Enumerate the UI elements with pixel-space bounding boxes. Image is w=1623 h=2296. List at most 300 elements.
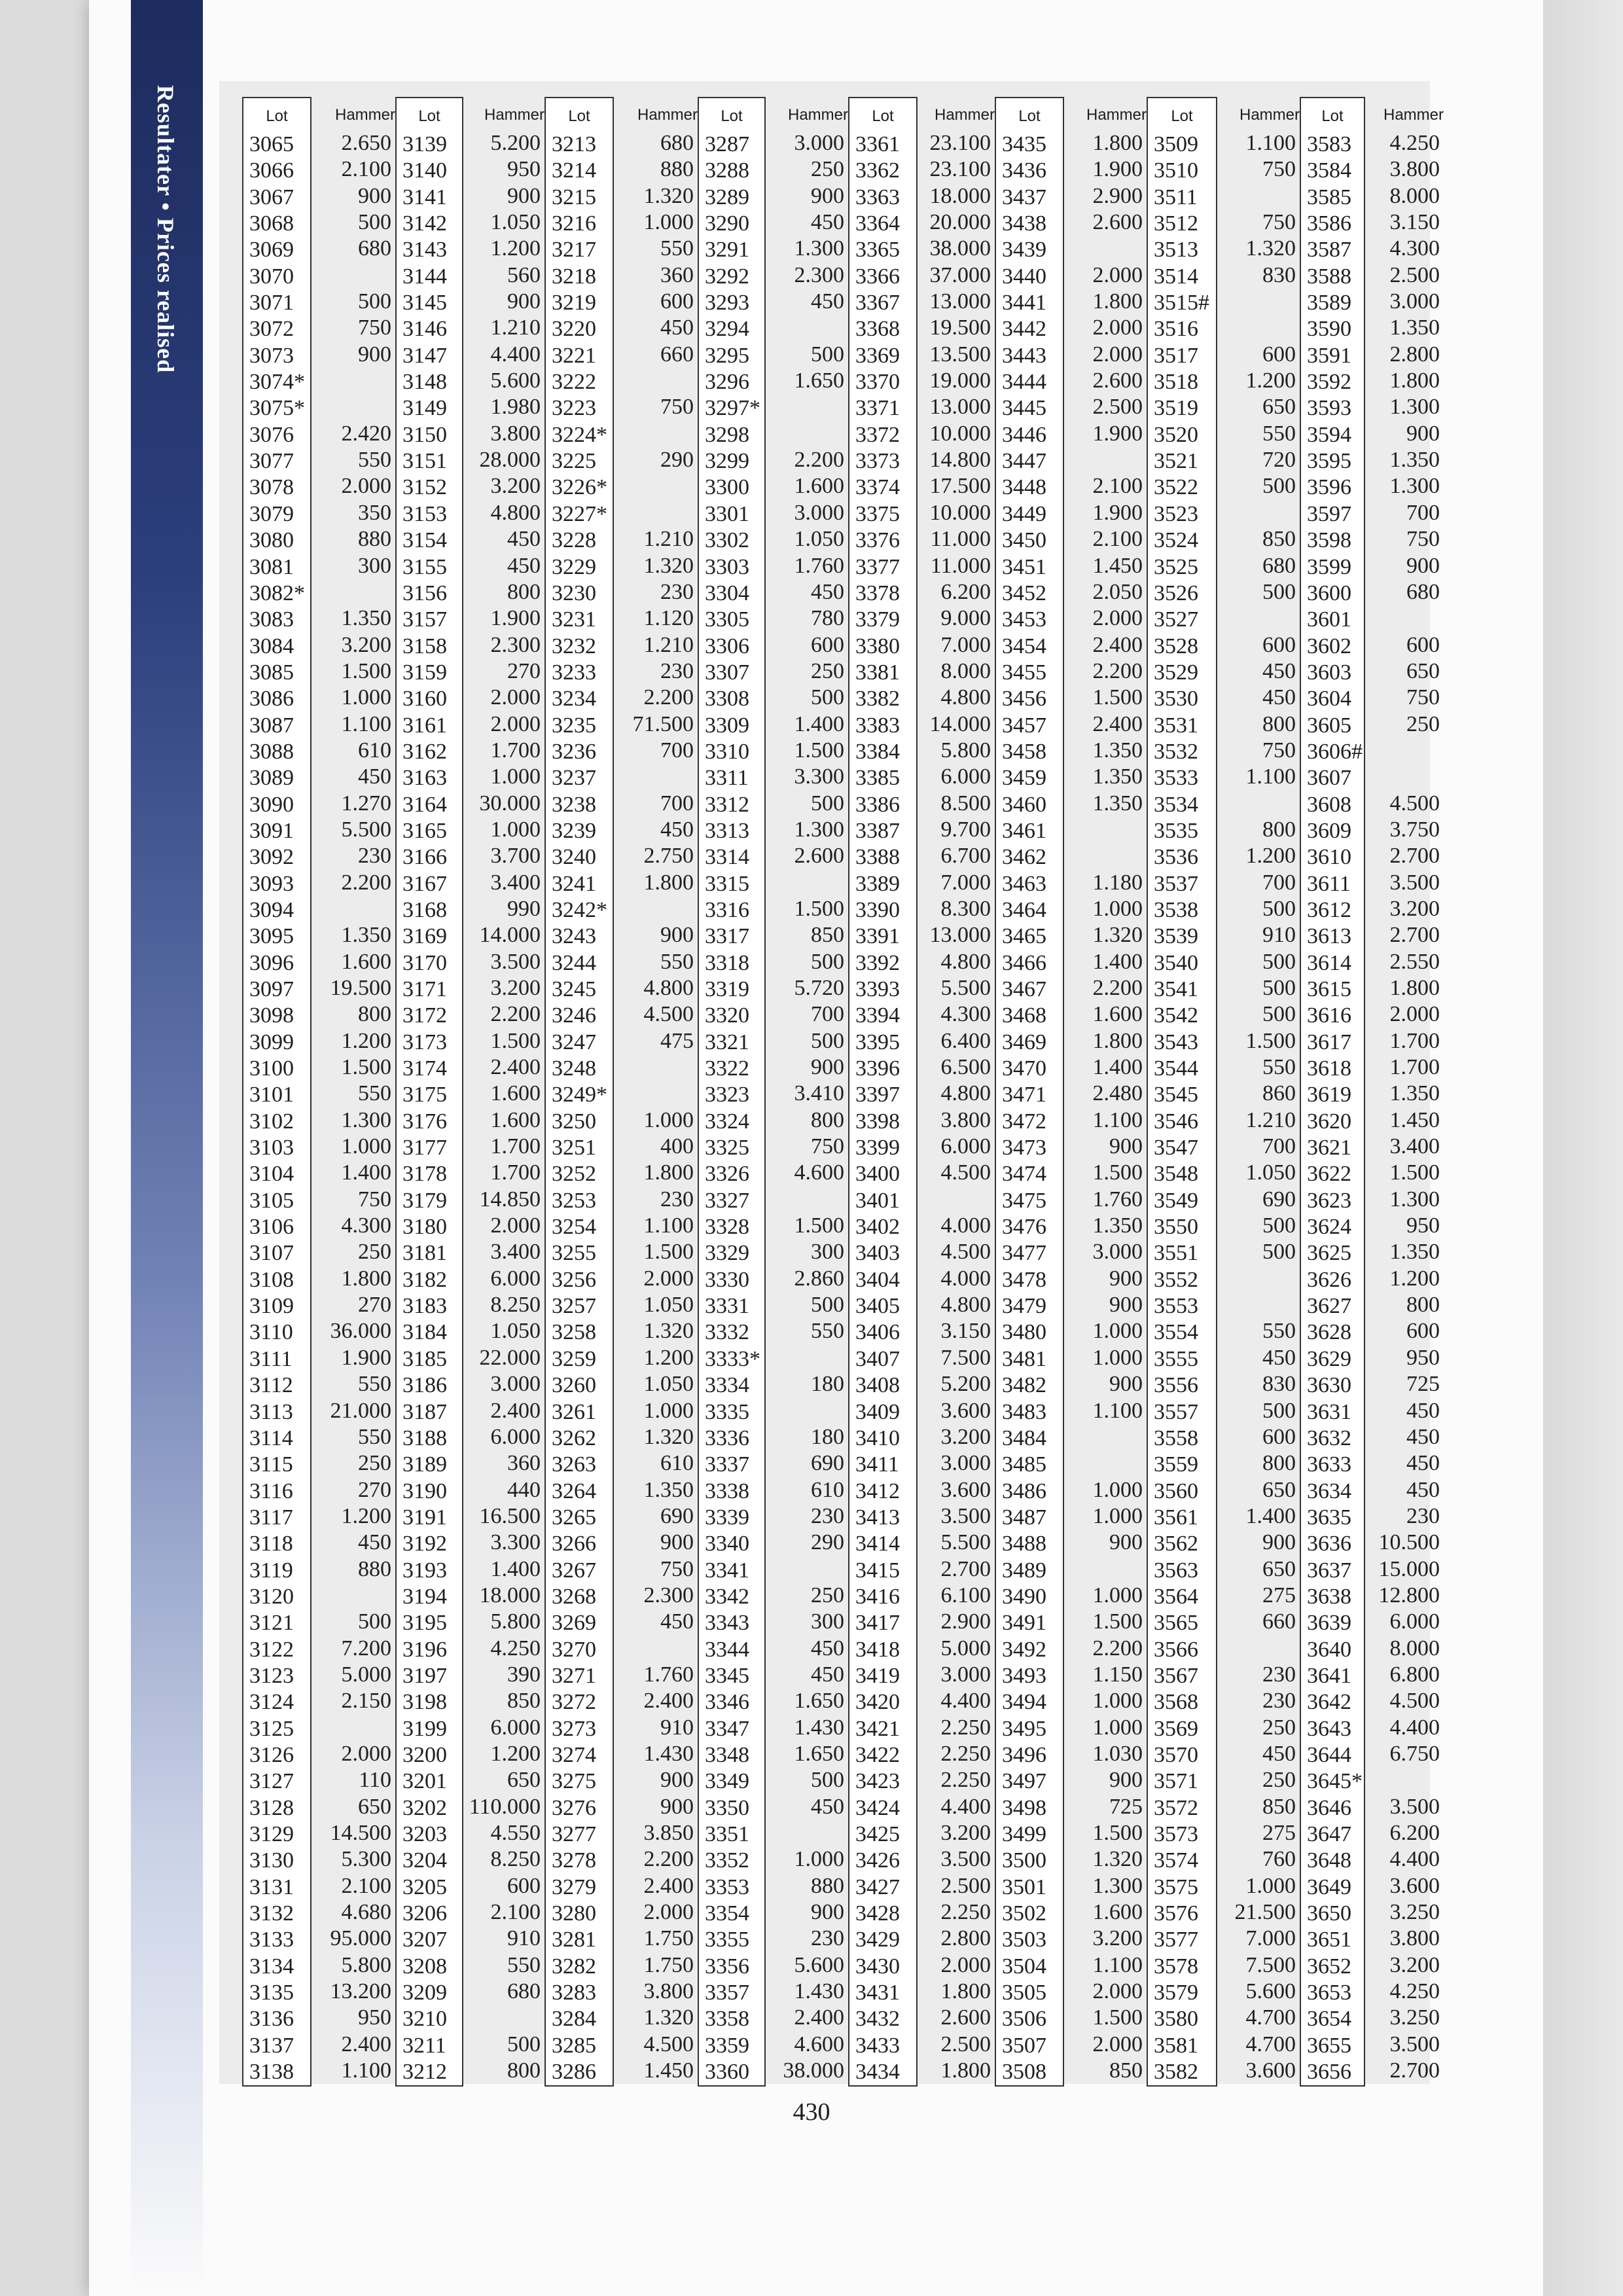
hammer-price: 2.800 — [940, 1926, 991, 1951]
lot-number: 3070 — [249, 264, 294, 289]
lot-number: 3568 — [1154, 1690, 1198, 1715]
hammer-price: 800 — [811, 1107, 844, 1132]
hammer-price — [766, 870, 848, 896]
lot-number: 3466 — [1002, 950, 1046, 975]
lot-number: 3261 — [552, 1399, 596, 1424]
lot-number: 3135 — [249, 1981, 294, 2005]
hammer-price: 3.200 — [490, 976, 541, 1000]
lot-number: 3391 — [855, 924, 900, 949]
hammer-price: 1.350 — [1389, 315, 1440, 340]
hammer-price: 1.430 — [643, 1741, 694, 1766]
lot-number: 3434 — [855, 2060, 900, 2085]
hammer-price: 230 — [1262, 1662, 1296, 1687]
hammer-price: 850 — [1262, 1794, 1296, 1819]
hammer-price: 5.800 — [341, 1952, 391, 1977]
hammer-price: 1.300 — [1389, 1187, 1440, 1211]
hammer-price: 1.000 — [1092, 1345, 1143, 1370]
lot-number: 3397 — [855, 1083, 900, 1107]
lot-number: 3164 — [402, 792, 447, 817]
hammer-price: 2.000 — [1389, 1002, 1440, 1027]
lot-number: 3145 — [402, 291, 447, 315]
lot-number: 3420 — [855, 1690, 900, 1715]
lot-number: 3388 — [855, 845, 900, 870]
hammer-price: 8.000 — [1389, 183, 1440, 208]
hammer-price: 2.000 — [643, 1266, 694, 1291]
hammer-price: 16.500 — [479, 1503, 541, 1528]
lot-column — [242, 97, 312, 2087]
lot-number: 3378 — [855, 581, 900, 605]
lot-number: 3644 — [1307, 1742, 1351, 1767]
lot-number: 3404 — [855, 1267, 900, 1292]
lot-number: 3398 — [855, 1109, 900, 1134]
hammer-price: 180 — [811, 1424, 844, 1449]
hammer-price: 1.100 — [341, 711, 391, 736]
lot-number: 3101 — [249, 1083, 294, 1107]
lot-number: 3433 — [855, 2033, 900, 2058]
lot-number: 3077 — [249, 449, 294, 474]
hammer-price: 5.800 — [940, 738, 991, 762]
hammer-price: 1.100 — [341, 2058, 391, 2083]
lot-number: 3627 — [1307, 1294, 1351, 1319]
hammer-price: 4.680 — [341, 1900, 391, 1925]
hammer-price: 5.720 — [794, 976, 844, 1000]
hammer-price: 1.000 — [1092, 1477, 1143, 1502]
lot-number: 3314 — [705, 845, 749, 870]
lot-number: 3618 — [1307, 1056, 1351, 1081]
hammer-price: 2.550 — [1389, 949, 1440, 974]
hammer-price: 500 — [1262, 896, 1296, 921]
hammer-price: 750 — [1262, 210, 1296, 235]
hammer-price: 450 — [811, 1794, 844, 1819]
hammer-price: 720 — [1262, 448, 1296, 473]
hammer-price: 1.350 — [341, 923, 391, 948]
hammer-price: 5.500 — [940, 1530, 991, 1555]
hammer-price: 230 — [358, 844, 391, 869]
lot-number: 3418 — [855, 1637, 900, 1662]
hammer-price: 13.000 — [929, 289, 991, 314]
hammer-price: 550 — [811, 1319, 844, 1344]
hammer-price — [614, 1081, 698, 1107]
hammer-price: 390 — [507, 1662, 541, 1687]
lot-number: 3331 — [705, 1294, 749, 1319]
lot-number: 3112 — [249, 1373, 293, 1398]
hammer-price: 800 — [507, 2058, 541, 2083]
hammer-price: 2.000 — [1092, 2032, 1143, 2056]
lot-number: 3205 — [402, 1874, 447, 1899]
lot-header: Lot — [418, 107, 440, 125]
lot-number: 3601 — [1307, 607, 1351, 632]
hammer-price: 800 — [1262, 711, 1296, 736]
hammer-price: 4.500 — [1389, 1689, 1440, 1713]
hammer-price: 4.550 — [490, 1821, 541, 1845]
hammer-price: 3.500 — [490, 949, 541, 974]
lot-number: 3251 — [552, 1136, 596, 1160]
hammer-price: 2.250 — [940, 1741, 991, 1766]
lot-number: 3649 — [1307, 1874, 1351, 1899]
hammer-price: 900 — [1109, 1530, 1143, 1555]
lot-number: 3138 — [249, 2060, 294, 2085]
hammer-price: 1.200 — [1245, 844, 1296, 869]
lot-number: 3173 — [402, 1030, 447, 1054]
lot-number: 3412 — [855, 1479, 900, 1503]
lot-number: 3438 — [1002, 211, 1046, 236]
lot-number: 3405 — [855, 1294, 900, 1319]
lot-number: 3645* — [1307, 1769, 1363, 1794]
hammer-price: 1.000 — [341, 1134, 391, 1159]
hammer-price: 6.700 — [940, 844, 991, 869]
lot-number: 3159 — [402, 660, 447, 685]
lot-number: 3421 — [855, 1716, 900, 1741]
hammer-price: 475 — [660, 1028, 694, 1053]
hammer-price: 360 — [507, 1451, 541, 1476]
hammer-price: 3.800 — [490, 421, 541, 446]
hammer-price: 910 — [507, 1926, 541, 1951]
lot-number: 3384 — [855, 739, 900, 764]
hammer-price: 300 — [811, 1609, 844, 1634]
lot-number: 3272 — [552, 1690, 596, 1715]
hammer-price: 1.900 — [490, 606, 541, 631]
hammer-price: 3.600 — [940, 1477, 991, 1502]
lot-number: 3269 — [552, 1611, 596, 1636]
hammer-price: 450 — [1262, 685, 1296, 710]
hammer-price: 2.600 — [794, 844, 844, 869]
hammer-price: 1.180 — [1092, 870, 1143, 895]
hammer-price: 1.030 — [1092, 1741, 1143, 1766]
lot-number: 3623 — [1307, 1188, 1351, 1213]
hammer-price: 2.200 — [1092, 976, 1143, 1000]
hammer-price: 450 — [507, 527, 541, 552]
hammer-header: Hammer — [1383, 106, 1444, 124]
hammer-price: 450 — [660, 817, 694, 842]
hammer-price — [1217, 500, 1300, 526]
hammer-price: 2.400 — [794, 2005, 844, 2030]
hammer-price: 1.350 — [341, 606, 391, 631]
lot-number: 3475 — [1002, 1188, 1046, 1213]
lot-number: 3607 — [1307, 766, 1351, 791]
lot-number: 3538 — [1154, 897, 1198, 922]
hammer-price: 3.400 — [1389, 1134, 1440, 1159]
lot-number: 3160 — [402, 687, 447, 711]
hammer-price: 900 — [660, 923, 694, 948]
lot-number: 3560 — [1154, 1479, 1198, 1503]
hammer-price: 3.150 — [940, 1319, 991, 1344]
lot-number: 3451 — [1002, 554, 1046, 579]
hammer-price — [614, 421, 698, 447]
hammer-price: 2.100 — [1092, 527, 1143, 552]
hammer-price: 1.400 — [794, 711, 844, 736]
hammer-price: 36.000 — [330, 1319, 391, 1344]
lot-number: 3462 — [1002, 845, 1046, 870]
hammer-price — [1365, 764, 1444, 790]
hammer-price: 13.200 — [330, 1979, 391, 2004]
hammer-price — [1064, 1556, 1147, 1583]
lot-number: 3270 — [552, 1637, 596, 1662]
hammer-price: 1.050 — [643, 1372, 694, 1397]
lot-header: Lot — [872, 107, 894, 125]
lot-number: 3189 — [402, 1452, 447, 1477]
hammer-price: 3.000 — [940, 1662, 991, 1687]
hammer-price: 1.500 — [341, 1055, 391, 1080]
lot-number: 3188 — [402, 1426, 447, 1450]
hammer-price: 3.200 — [940, 1424, 991, 1449]
hammer-price: 2.250 — [940, 1715, 991, 1740]
hammer-price: 2.700 — [1389, 2058, 1440, 2083]
lot-header: Lot — [721, 107, 743, 125]
lot-number: 3225 — [552, 449, 596, 474]
hammer-price: 2.000 — [490, 1213, 541, 1238]
hammer-price: 680 — [358, 236, 391, 261]
hammer-price: 4.800 — [490, 500, 541, 525]
hammer-price: 900 — [1109, 1293, 1143, 1318]
hammer-price: 1.400 — [1092, 1055, 1143, 1080]
lot-number: 3590 — [1307, 317, 1351, 342]
hammer-price: 1.000 — [794, 1847, 844, 1872]
hammer-price: 3.250 — [1389, 2005, 1440, 2030]
lot-number: 3441 — [1002, 291, 1046, 315]
lot-number: 3151 — [402, 449, 447, 474]
hammer-header: Hammer — [484, 106, 544, 124]
hammer-price: 2.100 — [490, 1900, 541, 1925]
hammer-price: 1.800 — [643, 870, 694, 895]
hammer-price: 450 — [358, 1530, 391, 1555]
lot-number: 3416 — [855, 1584, 900, 1609]
hammer-price: 7.000 — [1245, 1926, 1296, 1951]
hammer-price: 900 — [1109, 1134, 1143, 1159]
lot-number: 3247 — [552, 1030, 596, 1054]
lot-number: 3442 — [1002, 317, 1046, 342]
lot-number: 3322 — [705, 1056, 749, 1081]
lot-number: 3232 — [552, 634, 596, 658]
hammer-price: 1.400 — [341, 1160, 391, 1185]
lot-header: Lot — [1321, 107, 1344, 125]
lot-number: 3266 — [552, 1532, 596, 1556]
hammer-price: 230 — [811, 1503, 844, 1528]
hammer-price: 2.300 — [490, 632, 541, 657]
lot-number: 3282 — [552, 1954, 596, 1979]
hammer-price: 3.000 — [1389, 289, 1440, 314]
hammer-price: 270 — [507, 658, 541, 683]
hammer-price: 4.300 — [940, 1002, 991, 1027]
lot-number: 3413 — [855, 1505, 900, 1530]
hammer-price: 5.200 — [490, 131, 541, 155]
hammer-price — [312, 368, 395, 394]
lot-number: 3259 — [552, 1346, 596, 1371]
lot-number: 3469 — [1002, 1030, 1046, 1054]
hammer-price: 900 — [811, 1900, 844, 1925]
lot-number: 3357 — [705, 1981, 749, 2005]
hammer-price: 2.100 — [1092, 474, 1143, 499]
hammer-price: 1.500 — [1092, 2005, 1143, 2030]
hammer-price: 1.000 — [1245, 1873, 1296, 1898]
lot-number: 3430 — [855, 1954, 900, 1979]
hammer-price: 230 — [660, 1187, 694, 1211]
lot-number: 3484 — [1002, 1426, 1046, 1450]
lot-number: 3585 — [1307, 185, 1351, 209]
hammer-price: 1.300 — [1389, 474, 1440, 499]
hammer-price — [1217, 791, 1300, 817]
lot-number: 3335 — [705, 1399, 749, 1424]
lot-number: 3556 — [1154, 1373, 1198, 1398]
lot-header: Lot — [1018, 107, 1041, 125]
lot-number: 3586 — [1307, 211, 1351, 236]
lot-number: 3102 — [249, 1109, 294, 1134]
lot-number: 3224* — [552, 422, 607, 447]
lot-number: 3483 — [1002, 1399, 1046, 1424]
hammer-price — [1217, 1636, 1300, 1662]
hammer-price: 1.500 — [1245, 1028, 1296, 1053]
lot-number: 3608 — [1307, 792, 1351, 817]
hammer-price: 3.200 — [940, 1821, 991, 1845]
lot-number: 3106 — [249, 1215, 294, 1240]
hammer-price: 1.650 — [794, 1741, 844, 1766]
lot-number: 3637 — [1307, 1558, 1351, 1583]
lot-number: 3080 — [249, 528, 294, 553]
hammer-price: 800 — [358, 1002, 391, 1027]
hammer-price: 600 — [660, 289, 694, 314]
lot-number: 3263 — [552, 1452, 596, 1477]
hammer-price: 1.300 — [794, 236, 844, 261]
hammer-price: 19.000 — [929, 368, 991, 393]
lot-number: 3105 — [249, 1188, 294, 1213]
hammer-price: 250 — [1406, 711, 1440, 736]
hammer-price — [614, 896, 698, 922]
lot-number: 3492 — [1002, 1637, 1046, 1662]
hammer-price: 11.000 — [930, 553, 991, 578]
lot-number: 3485 — [1002, 1452, 1046, 1477]
lot-number: 3206 — [402, 1901, 447, 1926]
lot-number: 3435 — [1002, 132, 1046, 156]
hammer-price: 6.000 — [490, 1715, 541, 1740]
hammer-price — [614, 1636, 698, 1662]
lot-number: 3587 — [1307, 238, 1351, 262]
lot-number: 3162 — [402, 739, 447, 764]
lot-number: 3345 — [705, 1663, 749, 1688]
lot-number: 3130 — [249, 1848, 294, 1873]
lot-number: 3347 — [705, 1716, 749, 1741]
hammer-price: 1.700 — [1389, 1055, 1440, 1080]
lot-number: 3632 — [1307, 1426, 1351, 1450]
hammer-price: 28.000 — [479, 448, 541, 473]
lot-number: 3132 — [249, 1901, 294, 1926]
lot-number: 3182 — [402, 1267, 447, 1292]
hammer-price: 1.750 — [643, 1952, 694, 1977]
lot-number: 3239 — [552, 818, 596, 843]
lot-number: 3198 — [402, 1690, 447, 1715]
page-edge — [1543, 0, 1623, 2296]
hammer-price: 610 — [358, 738, 391, 762]
hammer-price: 2.300 — [643, 1583, 694, 1607]
lot-number: 3082* — [249, 581, 305, 605]
lot-number: 3402 — [855, 1215, 900, 1240]
hammer-price: 5.300 — [341, 1847, 391, 1872]
lot-number: 3148 — [402, 370, 447, 395]
hammer-price: 1.050 — [490, 1319, 541, 1344]
lot-number: 3352 — [705, 1848, 749, 1873]
lot-number: 3353 — [705, 1874, 749, 1899]
hammer-price: 600 — [507, 1873, 541, 1898]
hammer-price: 230 — [1406, 1503, 1440, 1528]
lot-number: 3197 — [402, 1663, 447, 1688]
lot-number: 3500 — [1002, 1848, 1046, 1873]
hammer-price: 450 — [811, 1662, 844, 1687]
lot-number: 3168 — [402, 897, 447, 922]
lot-number: 3457 — [1002, 713, 1046, 738]
hammer-price: 1.500 — [794, 738, 844, 762]
lot-number: 3284 — [552, 2007, 596, 2032]
lot-number: 3578 — [1154, 1954, 1198, 1979]
hammer-price — [1365, 738, 1444, 764]
lot-number: 3474 — [1002, 1162, 1046, 1187]
hammer-price: 6.100 — [940, 1583, 991, 1607]
lot-number: 3403 — [855, 1241, 900, 1266]
hammer-price: 18.000 — [479, 1583, 541, 1607]
lot-number: 3372 — [855, 422, 900, 447]
lot-number: 3351 — [705, 1822, 749, 1846]
hammer-price: 1.350 — [1092, 1213, 1143, 1238]
hammer-price: 450 — [660, 1609, 694, 1634]
lot-number: 3513 — [1154, 238, 1198, 262]
lot-number: 3619 — [1307, 1083, 1351, 1107]
lot-number: 3211 — [402, 2033, 446, 2058]
lot-number: 3233 — [552, 660, 596, 685]
lot-number: 3452 — [1002, 581, 1046, 605]
hammer-price: 600 — [1262, 1424, 1296, 1449]
lot-number: 3456 — [1002, 687, 1046, 711]
lot-number: 3496 — [1002, 1742, 1046, 1767]
hammer-price: 6.200 — [940, 579, 991, 604]
hammer-price: 1.300 — [1092, 1873, 1143, 1898]
lot-number: 3544 — [1154, 1056, 1198, 1081]
hammer-price — [1217, 605, 1300, 632]
hammer-price: 1.700 — [490, 1134, 541, 1159]
lot-number: 3400 — [855, 1162, 900, 1187]
lot-number: 3153 — [402, 501, 447, 526]
hammer-price: 7.200 — [341, 1636, 391, 1660]
lot-number: 3299 — [705, 449, 749, 474]
hammer-price: 5.600 — [794, 1952, 844, 1977]
lot-number: 3595 — [1307, 449, 1351, 474]
hammer-price: 4.800 — [940, 1293, 991, 1318]
lot-number: 3291 — [705, 238, 749, 262]
lot-number: 3301 — [705, 501, 749, 526]
lot-number: 3108 — [249, 1267, 294, 1292]
hammer-price: 17.500 — [929, 474, 991, 499]
lot-number: 3088 — [249, 739, 294, 764]
lot-number: 3526 — [1154, 581, 1198, 605]
hammer-price: 450 — [811, 289, 844, 314]
hammer-price: 3.750 — [1389, 817, 1440, 842]
hammer-price — [766, 394, 848, 420]
lot-number: 3407 — [855, 1346, 900, 1371]
lot-number: 3292 — [705, 264, 749, 289]
lot-number: 3639 — [1307, 1611, 1351, 1636]
lot-number: 3274 — [552, 1742, 596, 1767]
hammer-price — [766, 1820, 848, 1846]
lot-number: 3174 — [402, 1056, 447, 1081]
hammer-price: 550 — [1262, 421, 1296, 446]
lot-number: 3354 — [705, 1901, 749, 1926]
hammer-price: 3.400 — [490, 870, 541, 895]
hammer-price: 14.000 — [479, 923, 541, 948]
lot-number: 3095 — [249, 924, 294, 949]
lot-number: 3183 — [402, 1294, 447, 1319]
hammer-price: 2.200 — [1092, 658, 1143, 683]
hammer-price: 4.800 — [940, 685, 991, 710]
lot-number: 3346 — [705, 1690, 749, 1715]
hammer-price: 760 — [1262, 1847, 1296, 1872]
hammer-price: 3.000 — [794, 500, 844, 525]
lot-number: 3139 — [402, 132, 447, 156]
